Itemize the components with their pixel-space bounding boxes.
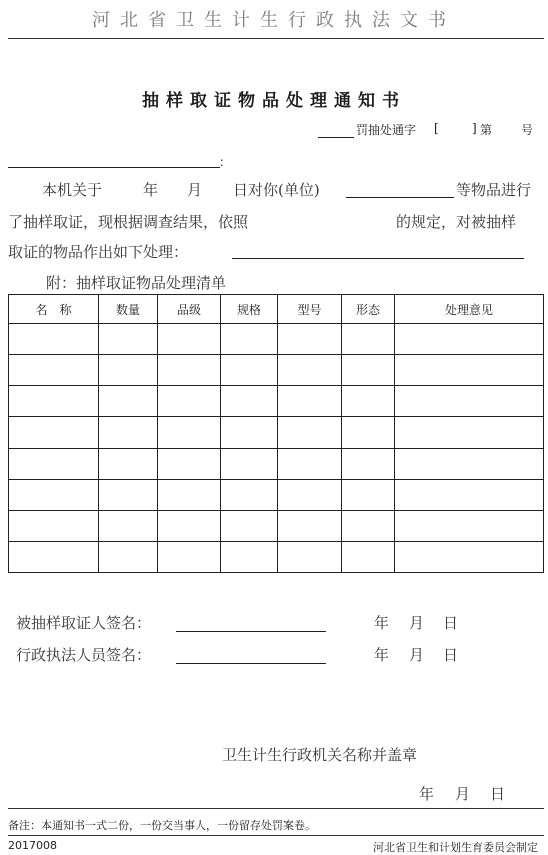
- table-cell[interactable]: [342, 355, 395, 386]
- table-cell[interactable]: [9, 479, 99, 510]
- sampled-day: 日: [443, 614, 459, 632]
- table-cell[interactable]: [221, 479, 278, 510]
- table-cell[interactable]: [342, 386, 395, 417]
- col-header-name: 名 称: [9, 295, 99, 324]
- addressee-colon: ：: [219, 155, 232, 169]
- table-cell[interactable]: [99, 417, 158, 448]
- number-bracket-open: [: [434, 121, 439, 135]
- officer-year: 年: [374, 646, 390, 664]
- table-cell[interactable]: [221, 324, 278, 355]
- table-cell[interactable]: [221, 386, 278, 417]
- paragraph-lead: 本机关于: [42, 181, 103, 199]
- table-cell[interactable]: [99, 386, 158, 417]
- col-header-form: 形态: [342, 295, 395, 324]
- number-bracket-close: ]: [472, 121, 477, 135]
- table-cell[interactable]: [395, 324, 544, 355]
- form-code: 2017008: [8, 839, 57, 852]
- sampled-signature-line: [176, 631, 326, 632]
- table-cell[interactable]: [158, 324, 221, 355]
- table-cell[interactable]: [99, 510, 158, 541]
- table-cell[interactable]: [342, 448, 395, 479]
- number-di-label: 第: [480, 123, 493, 137]
- table-cell[interactable]: [395, 541, 544, 572]
- treatment-blank: [232, 258, 524, 259]
- table-cell[interactable]: [99, 541, 158, 572]
- paragraph-day-to: 日对你(单位): [233, 181, 320, 199]
- table-cell[interactable]: [278, 479, 342, 510]
- document-title: 抽样取证物品处理通知书: [142, 91, 406, 111]
- header-divider: [8, 38, 544, 39]
- table-row: [9, 324, 544, 355]
- paragraph-items: 等物品进行: [456, 181, 532, 199]
- items-table: [8, 294, 544, 573]
- table-row: [9, 355, 544, 386]
- table-row: [9, 448, 544, 479]
- table-cell[interactable]: [278, 417, 342, 448]
- sampled-month: 月: [409, 614, 425, 632]
- table-cell[interactable]: [395, 417, 544, 448]
- addressee-blank: [8, 167, 220, 168]
- col-header-opinion: 处理意见: [395, 295, 544, 324]
- seal-year: 年: [419, 785, 435, 803]
- table-cell[interactable]: [158, 448, 221, 479]
- table-cell[interactable]: [395, 479, 544, 510]
- officer-month: 月: [409, 646, 425, 664]
- table-cell[interactable]: [99, 355, 158, 386]
- table-cell[interactable]: [221, 417, 278, 448]
- form-issuer: 河北省卫生和计划生育委员会制定: [373, 841, 538, 854]
- table-cell[interactable]: [99, 448, 158, 479]
- seal-label: 卫生计生行政机关名称并盖章: [222, 746, 418, 764]
- col-header-grade: 品级: [158, 295, 221, 324]
- table-cell[interactable]: [9, 417, 99, 448]
- attachment-title: 附：抽样取证物品处理清单: [46, 274, 227, 292]
- remark-note: 备注：本通知书一式二份，一份交当事人，一份留存处罚案卷。: [8, 819, 316, 832]
- officer-signature-label: 行政执法人员签名：: [16, 646, 152, 664]
- table-cell[interactable]: [158, 479, 221, 510]
- col-header-model: 型号: [278, 295, 342, 324]
- paragraph-line2-a: 了抽样取证，现根据调查结果，依照: [8, 213, 249, 231]
- table-cell[interactable]: [395, 386, 544, 417]
- table-cell[interactable]: [278, 541, 342, 572]
- seal-month: 月: [455, 785, 471, 803]
- table-cell[interactable]: [99, 324, 158, 355]
- table-cell[interactable]: [278, 510, 342, 541]
- table-cell[interactable]: [158, 417, 221, 448]
- unit-blank: [346, 197, 454, 198]
- table-cell[interactable]: [158, 510, 221, 541]
- table-cell[interactable]: [158, 386, 221, 417]
- sampled-signature-label: 被抽样取证人签名：: [16, 614, 152, 632]
- table-cell[interactable]: [278, 386, 342, 417]
- table-row: [9, 541, 544, 572]
- table-cell[interactable]: [9, 541, 99, 572]
- table-cell[interactable]: [395, 355, 544, 386]
- table-cell[interactable]: [395, 448, 544, 479]
- table-row: [9, 479, 544, 510]
- number-prefix-label: 罚抽处通字: [356, 123, 417, 137]
- table-cell[interactable]: [9, 386, 99, 417]
- table-cell[interactable]: [9, 510, 99, 541]
- table-cell[interactable]: [158, 541, 221, 572]
- officer-day: 日: [443, 646, 459, 664]
- table-cell[interactable]: [221, 510, 278, 541]
- table-cell[interactable]: [278, 355, 342, 386]
- table-cell[interactable]: [342, 479, 395, 510]
- footer-divider: [8, 835, 544, 836]
- seal-divider: [8, 808, 544, 809]
- header-title: 河北省卫生计生行政执法文书: [92, 10, 456, 31]
- officer-signature-line: [176, 663, 326, 664]
- table-cell[interactable]: [158, 355, 221, 386]
- table-row: [9, 386, 544, 417]
- paragraph-line2-b: 的规定，对被抽样: [396, 213, 517, 231]
- table-cell[interactable]: [99, 479, 158, 510]
- table-cell[interactable]: [221, 355, 278, 386]
- table-cell[interactable]: [342, 510, 395, 541]
- table-cell[interactable]: [342, 541, 395, 572]
- table-cell[interactable]: [9, 448, 99, 479]
- table-cell[interactable]: [221, 448, 278, 479]
- col-header-spec: 规格: [221, 295, 278, 324]
- table-header-row: [9, 295, 544, 324]
- table-cell[interactable]: [9, 355, 99, 386]
- number-prefix-blank: [318, 137, 354, 138]
- table-row: [9, 417, 544, 448]
- table-cell[interactable]: [221, 541, 278, 572]
- table-cell[interactable]: [278, 324, 342, 355]
- table-cell[interactable]: [342, 417, 395, 448]
- paragraph-year: 年: [143, 181, 159, 199]
- col-header-quantity: 数量: [99, 295, 158, 324]
- table-cell[interactable]: [342, 324, 395, 355]
- paragraph-month: 月: [187, 181, 203, 199]
- sampled-year: 年: [374, 614, 390, 632]
- seal-day: 日: [490, 785, 506, 803]
- table-cell[interactable]: [278, 448, 342, 479]
- number-hao-label: 号: [521, 123, 534, 137]
- table-cell[interactable]: [395, 510, 544, 541]
- table-row: [9, 510, 544, 541]
- paragraph-line3: 取证的物品作出如下处理：: [8, 243, 189, 261]
- table-cell[interactable]: [9, 324, 99, 355]
